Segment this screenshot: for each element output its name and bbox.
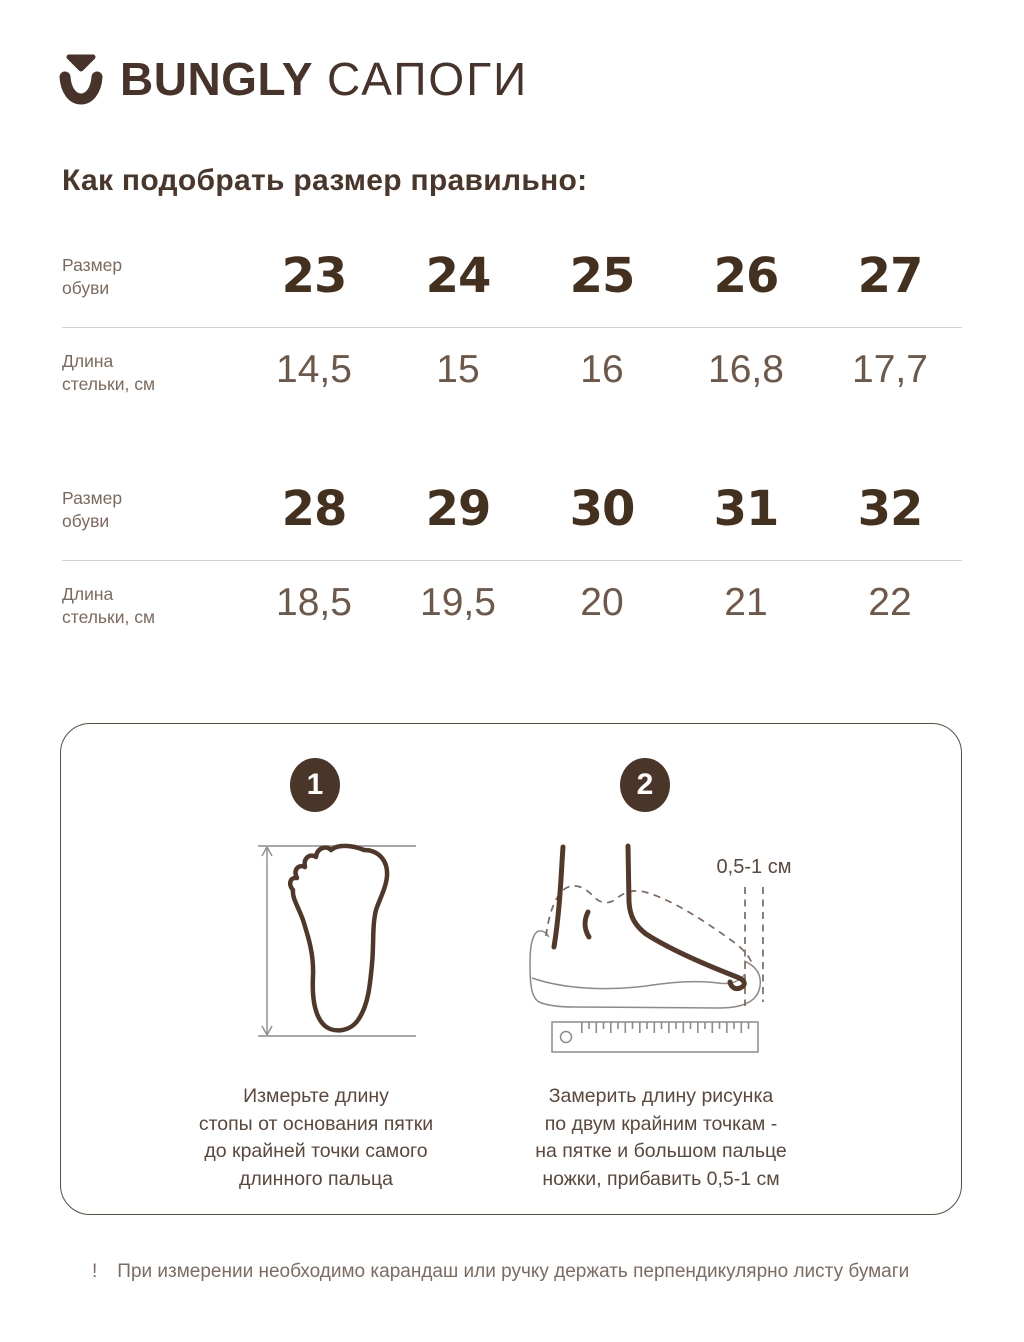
size-table-1 <box>62 248 962 396</box>
insole-cell: 16,8 <box>708 348 784 391</box>
caption-line: стопы от основания пятки <box>198 1112 434 1135</box>
size-cell: 27 <box>857 248 923 304</box>
size-cell: 28 <box>281 481 347 537</box>
insole-cell: 18,5 <box>276 581 352 624</box>
insole-cell: 19,5 <box>420 581 496 624</box>
step-1-caption <box>147 1083 485 1193</box>
insole-row-label: Длина стельки, см <box>62 351 155 394</box>
caption-line: ножки, прибавить 0,5-1 см <box>542 1167 780 1190</box>
footprint-measure-diagram <box>246 836 426 1041</box>
warning-text: При измерении необходимо карандаш или ручку держать перпендикулярно листу бумаги <box>117 1261 910 1282</box>
brand-logo <box>58 52 528 106</box>
product-name: САПОГИ <box>327 53 529 105</box>
exclamation-mark: ! <box>92 1261 98 1282</box>
insole-cell: 20 <box>580 581 624 624</box>
size-cell: 26 <box>713 248 779 304</box>
size-table-2 <box>62 481 962 629</box>
size-cell: 29 <box>425 481 491 537</box>
insole-cell: 14,5 <box>276 348 352 391</box>
size-row <box>62 248 962 328</box>
size-cell: 25 <box>569 248 635 304</box>
size-row-label: Размер обуви <box>62 488 123 531</box>
smile-logo-icon <box>58 53 104 105</box>
footprint-outline <box>290 846 387 1031</box>
insole-cell: 21 <box>724 581 768 624</box>
insole-cell: 17,7 <box>852 348 928 391</box>
caption-line: на пятке и большом пальце <box>535 1140 787 1162</box>
caption-line: Измерьте длину <box>243 1085 389 1107</box>
size-cell: 30 <box>569 481 635 537</box>
caption-line: до крайней точки самого <box>204 1140 428 1162</box>
caption-line: длинного пальца <box>239 1167 393 1190</box>
size-cell: 32 <box>857 481 923 537</box>
step-1-badge: 1 <box>290 758 340 812</box>
caption-line: Замерить длину рисунка <box>548 1085 774 1107</box>
insole-row <box>62 561 962 629</box>
insole-row <box>62 328 962 396</box>
insole-cell: 22 <box>868 581 912 624</box>
measurement-warning <box>92 1261 909 1283</box>
step-2-badge: 2 <box>620 758 670 812</box>
measuring-guide-box <box>60 723 962 1215</box>
size-row <box>62 481 962 561</box>
page-title: Как подобрать размер правильно: <box>62 164 588 197</box>
allowance-label: 0,5-1 см <box>716 856 792 878</box>
brand-name: BUNGLY <box>120 53 313 105</box>
caption-line: по двум крайним точкам - <box>544 1112 778 1135</box>
size-cell: 31 <box>713 481 779 537</box>
size-cell: 23 <box>281 248 347 304</box>
size-cell: 24 <box>425 248 491 304</box>
size-row-label: Размер обуви <box>62 255 123 298</box>
step-2-caption <box>479 1083 843 1193</box>
insole-cell: 15 <box>436 348 480 391</box>
insole-cell: 16 <box>580 348 624 391</box>
insole-row-label: Длина стельки, см <box>62 584 155 627</box>
